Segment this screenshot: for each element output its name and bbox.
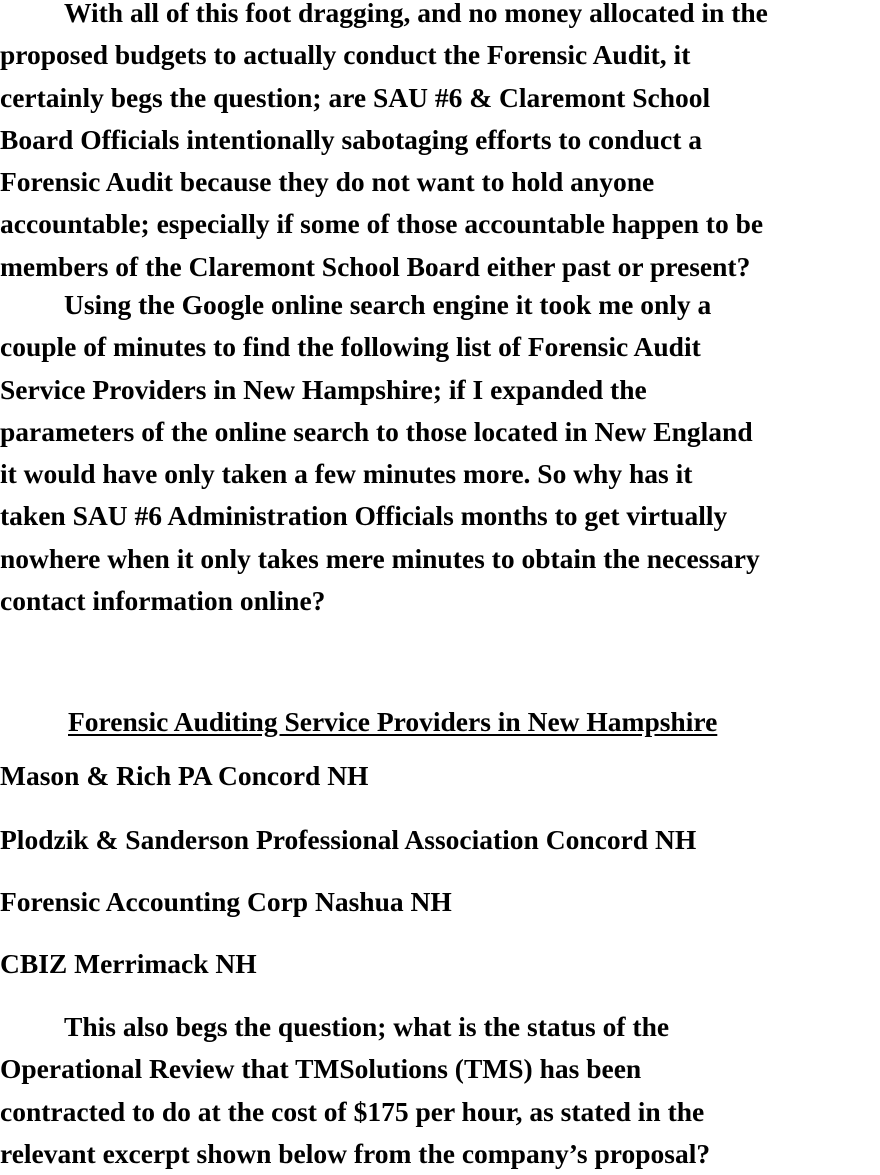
paragraph-line: Board Officials intentionally sabotaging efforts to conduct a — [0, 123, 703, 155]
provider-item: Forensic Accounting Corp Nashua NH — [0, 886, 452, 917]
paragraph-line: accountable; especially if some of those accountable happen to be — [0, 208, 764, 240]
provider-item: Plodzik & Sanderson Professional Association Concord NH — [0, 824, 697, 855]
paragraph-line: taken SAU #6 Administration Officials months to get virtually — [0, 500, 728, 532]
paragraph-line: couple of minutes to find the following list of Forensic Audit — [0, 331, 701, 363]
paragraph-line: parameters of the online search to those located in New England — [0, 415, 753, 447]
paragraph-line: Service Providers in New Hampshire; if I expanded the — [0, 373, 647, 405]
provider-item: CBIZ Merrimack NH — [0, 948, 257, 979]
provider-item: Mason & Rich PA Concord NH — [0, 760, 369, 791]
providers-heading: Forensic Auditing Service Providers in New Hampshire — [68, 706, 718, 737]
paragraph-line: it would have only taken a few minutes more. So why has it — [0, 458, 693, 490]
paragraph-line: members of the Claremont School Board either past or present? — [0, 250, 751, 282]
paragraph-line: contact information online? — [0, 585, 326, 617]
paragraph-foot-dragging — [0, 0, 768, 288]
paragraph-operational-review — [0, 1006, 710, 1175]
paragraph-google-search — [0, 284, 760, 622]
paragraph-line: nowhere when it only takes mere minutes to obtain the necessary — [0, 542, 760, 574]
paragraph-line: This also begs the question; what is the status of the — [64, 1011, 670, 1042]
paragraph-line: certainly begs the question; are SAU #6 & Claremont School — [0, 81, 711, 113]
paragraph-line: relevant excerpt shown below from the company’s proposal? — [0, 1137, 711, 1169]
paragraph-line: contracted to do at the cost of $175 per hour, as stated in the — [0, 1095, 705, 1127]
paragraph-line: proposed budgets to actually conduct the Forensic Audit, it — [0, 39, 691, 71]
paragraph-line: Operational Review that TMSolutions (TMS) has been — [0, 1053, 642, 1085]
paragraph-line: With all of this foot dragging, and no money allocated in the — [64, 0, 768, 28]
paragraph-line: Forensic Audit because they do not want to hold anyone — [0, 166, 655, 198]
paragraph-line: Using the Google online search engine it took me only a — [64, 289, 712, 320]
